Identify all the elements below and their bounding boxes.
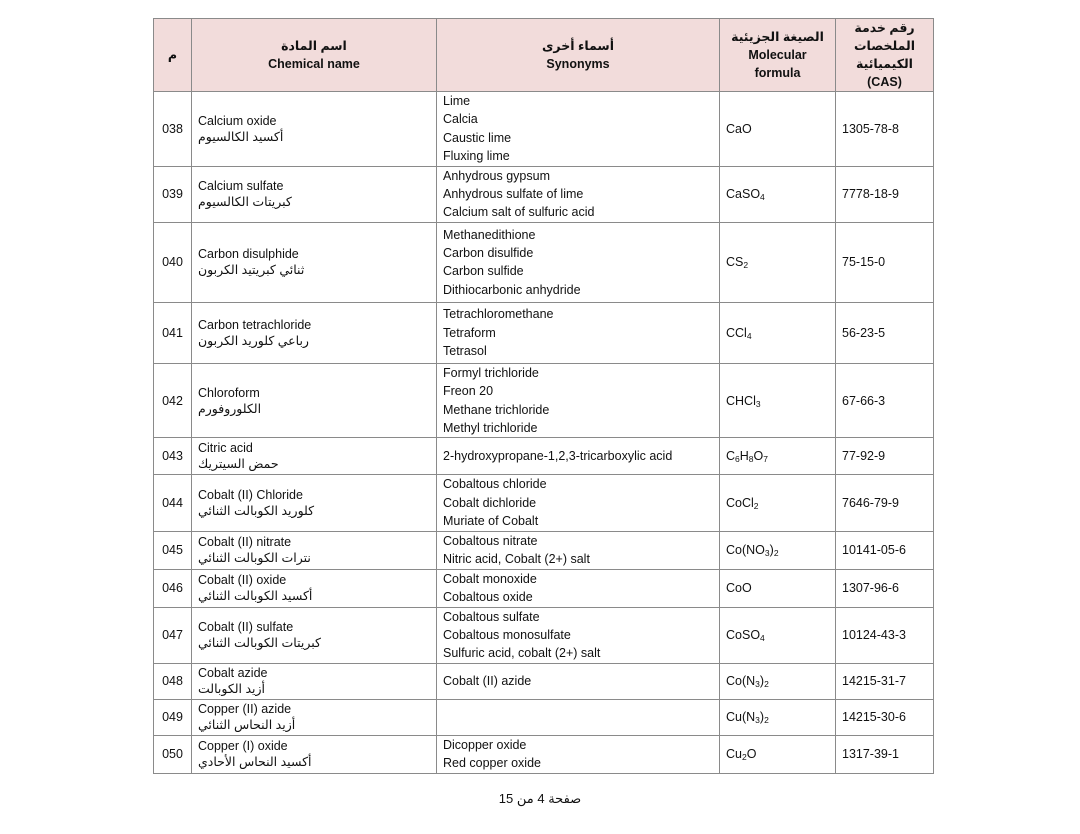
chemical-name-en: Carbon tetrachloride (198, 317, 312, 332)
molecular-formula (720, 302, 836, 363)
formula-subscript: 3 (755, 398, 761, 409)
synonym: Freon 20 (443, 384, 494, 399)
formula-text: CHCl (726, 393, 756, 408)
synonym: Tetrasol (443, 344, 487, 359)
formula-text: CaO (726, 121, 752, 136)
synonym: Sulfuric acid, cobalt (2+) salt (443, 646, 601, 661)
synonyms-cell (437, 222, 720, 302)
chemical-name-ar: أزيد الكوبالت (198, 682, 266, 697)
formula-text: Co(NO (726, 543, 765, 558)
synonym: Tetraform (443, 325, 496, 340)
header-index-label: م (167, 48, 178, 62)
synonym: Formyl trichloride (443, 365, 539, 380)
molecular-formula (720, 438, 836, 475)
header-cas-ar-3: الكيميائية (856, 57, 913, 71)
cas-number: 1305-78-8 (836, 92, 934, 167)
synonyms-cell (437, 302, 720, 363)
synonym: Methanedithione (443, 227, 536, 242)
chemical-name-cell (192, 475, 437, 531)
row-index: 044 (154, 475, 192, 531)
formula-text: Cu (726, 747, 742, 762)
table-row (154, 569, 934, 607)
chemical-name-cell (192, 438, 437, 475)
formula-subscript: 2 (773, 548, 779, 559)
table-header-row (154, 19, 934, 92)
chemical-name-cell (192, 699, 437, 735)
chemical-name-en: Cobalt (II) oxide (198, 573, 287, 588)
formula-subscript: 2 (753, 501, 759, 512)
formula-subscript: 3 (764, 548, 770, 559)
cas-number: 10141-05-6 (836, 531, 934, 569)
chemical-name-cell (192, 569, 437, 607)
molecular-formula (720, 222, 836, 302)
formula-subscript: 4 (760, 633, 765, 644)
chemical-name-ar: الكلوروفورم (198, 401, 262, 416)
chemical-name-cell (192, 92, 437, 167)
molecular-formula (720, 663, 836, 699)
formula-subscript: 3 (755, 715, 760, 726)
synonyms-cell (437, 735, 720, 773)
chemical-name-en: Cobalt (II) sulfate (198, 620, 294, 635)
chemical-name-ar: أكسيد النحاس الأحادي (198, 755, 312, 770)
header-name-en: Chemical name (268, 57, 360, 71)
table-row (154, 222, 934, 302)
synonym: Methane trichloride (443, 402, 550, 417)
formula-text: Co(N (726, 674, 756, 689)
header-index (154, 19, 192, 92)
formula-text: ) (759, 674, 765, 689)
page-footer (0, 791, 1080, 807)
header-cas-ar-1: رقم خدمة (854, 21, 915, 35)
molecular-formula (720, 699, 836, 735)
synonym: Muriate of Cobalt (443, 514, 539, 529)
table-row (154, 699, 934, 735)
synonyms-cell (437, 663, 720, 699)
synonym: 2-hydroxypropane-1,2,3-tricarboxylic acid (443, 449, 673, 464)
molecular-formula (720, 166, 836, 222)
formula-subscript: 6 (735, 454, 740, 465)
header-formula (720, 19, 836, 92)
header-chemical-name (192, 19, 437, 92)
chemicals-table (153, 18, 934, 774)
synonym: Nitric acid, Cobalt (2+) salt (443, 552, 590, 567)
formula-text: CCl (726, 325, 747, 340)
synonym: Lime (443, 94, 471, 108)
chemical-name-ar: رباعي كلوريد الكربون (198, 333, 309, 348)
row-index: 041 (154, 302, 192, 363)
molecular-formula (720, 531, 836, 569)
row-index: 048 (154, 663, 192, 699)
formula-text: CoSO (726, 628, 761, 643)
table-row (154, 166, 934, 222)
chemical-name-ar: نترات الكوبالت الثنائي (198, 551, 311, 566)
formula-subscript: 2 (741, 752, 747, 763)
row-index: 050 (154, 735, 192, 773)
cas-number: 77-92-9 (836, 438, 934, 475)
formula-text: CS (726, 255, 744, 270)
molecular-formula (720, 92, 836, 167)
cas-number: 1307-96-6 (836, 569, 934, 607)
formula-text: Cu(N (726, 710, 756, 725)
synonym: Cobaltous oxide (443, 590, 533, 605)
table-row (154, 363, 934, 438)
chemical-name-cell (192, 222, 437, 302)
synonyms-cell (437, 569, 720, 607)
formula-text: CoCl (726, 496, 754, 511)
table-body (154, 92, 934, 774)
formula-subscript: 7 (763, 454, 768, 465)
synonym: Red copper oxide (443, 756, 541, 771)
chemical-name-cell (192, 735, 437, 773)
synonym: Cobaltous chloride (443, 477, 547, 492)
table-row (154, 735, 934, 773)
molecular-formula (720, 569, 836, 607)
synonyms-cell (437, 92, 720, 167)
formula-text: H (739, 449, 749, 464)
formula-subscript: 4 (760, 192, 765, 203)
formula-subscript: 2 (764, 679, 769, 690)
synonyms-cell (437, 699, 720, 735)
synonyms-cell (437, 475, 720, 531)
row-index: 049 (154, 699, 192, 735)
chemical-name-cell (192, 166, 437, 222)
cas-number: 75-15-0 (836, 222, 934, 302)
molecular-formula (720, 735, 836, 773)
chemical-name-ar: أكسيد الكالسيوم (198, 129, 284, 144)
synonym: Fluxing lime (443, 149, 510, 164)
synonym: Dicopper oxide (443, 737, 527, 752)
chemical-name-en: Chloroform (198, 385, 260, 400)
row-index: 040 (154, 222, 192, 302)
row-index: 047 (154, 607, 192, 663)
header-syn-ar: أسماء أخرى (541, 39, 615, 53)
formula-text: CaSO (726, 187, 761, 202)
synonym: Anhydrous gypsum (443, 168, 551, 183)
cas-number: 14215-30-6 (836, 699, 934, 735)
synonym: Anhydrous sulfate of lime (443, 187, 584, 202)
formula-subscript: 3 (755, 679, 760, 690)
chemical-name-en: Cobalt (II) nitrate (198, 535, 292, 550)
cas-number: 67-66-3 (836, 363, 934, 438)
table-row (154, 663, 934, 699)
synonym: Tetrachloromethane (443, 307, 554, 322)
header-cas-en: (CAS) (867, 75, 902, 89)
cas-number: 1317-39-1 (836, 735, 934, 773)
header-formula-en-2: formula (754, 66, 801, 80)
chemical-name-cell (192, 607, 437, 663)
molecular-formula (720, 475, 836, 531)
synonyms-cell (437, 363, 720, 438)
synonym: Calcia (443, 112, 478, 127)
chemical-name-ar: أكسيد الكوبالت الثنائي (198, 589, 313, 604)
header-name-ar: اسم المادة (281, 39, 347, 53)
synonym: Cobaltous nitrate (443, 533, 538, 548)
chemical-name-ar: ثنائي كبريتيد الكربون (198, 263, 305, 278)
synonym: Carbon sulfide (443, 264, 524, 279)
synonym: Cobalt monoxide (443, 571, 537, 586)
cas-number: 14215-31-7 (836, 663, 934, 699)
formula-subscript: 2 (743, 260, 749, 271)
chemical-name-en: Copper (II) azide (198, 702, 292, 717)
table-row (154, 302, 934, 363)
row-index: 038 (154, 92, 192, 167)
table-row (154, 438, 934, 475)
chemical-name-cell (192, 363, 437, 438)
chemical-name-cell (192, 531, 437, 569)
synonym: Methyl trichloride (443, 421, 538, 436)
header-formula-ar: الصيغة الجزيئية (731, 30, 824, 44)
synonym: Cobalt dichloride (443, 495, 537, 510)
row-index: 042 (154, 363, 192, 438)
chemical-name-en: Calcium oxide (198, 113, 277, 128)
table-row (154, 531, 934, 569)
cas-number: 10124-43-3 (836, 607, 934, 663)
chemical-name-en: Cobalt (II) Chloride (198, 488, 303, 503)
header-cas (836, 19, 934, 92)
synonym: Cobaltous sulfate (443, 609, 540, 624)
table-row (154, 607, 934, 663)
chemical-name-en: Cobalt azide (198, 666, 268, 681)
cas-number: 56-23-5 (836, 302, 934, 363)
formula-text: ) (759, 710, 765, 725)
table-row (154, 92, 934, 167)
chemical-name-en: Copper (I) oxide (198, 739, 288, 754)
header-syn-en: Synonyms (546, 57, 610, 71)
formula-subscript: 4 (746, 330, 752, 341)
row-index: 043 (154, 438, 192, 475)
synonyms-cell (437, 607, 720, 663)
synonyms-cell (437, 438, 720, 475)
formula-subscript: 8 (748, 454, 754, 465)
row-index: 046 (154, 569, 192, 607)
header-formula-en-1: Molecular (748, 48, 807, 62)
chemical-name-en: Calcium sulfate (198, 179, 284, 194)
synonym: Carbon disulfide (443, 245, 534, 260)
formula-text: C (726, 449, 736, 464)
molecular-formula (720, 363, 836, 438)
chemical-name-cell (192, 302, 437, 363)
cas-number: 7646-79-9 (836, 475, 934, 531)
chemical-name-en: Citric acid (198, 441, 253, 456)
synonym: Cobaltous monosulfate (443, 627, 571, 642)
chemical-name-ar: حمض السيتريك (198, 457, 279, 472)
row-index: 039 (154, 166, 192, 222)
table-row (154, 475, 934, 531)
chemical-name-ar: كبريتات الكالسيوم (198, 195, 292, 210)
formula-text: O (753, 449, 764, 464)
formula-text: ) (769, 543, 774, 558)
synonyms-cell (437, 531, 720, 569)
molecular-formula (720, 607, 836, 663)
chemical-name-en: Carbon disulphide (198, 247, 299, 262)
chemical-name-ar: كبريتات الكوبالت الثنائي (198, 636, 321, 651)
synonyms-cell (437, 166, 720, 222)
formula-text: O (746, 747, 757, 762)
cas-number: 7778-18-9 (836, 166, 934, 222)
synonym: Calcium salt of sulfuric acid (443, 205, 595, 220)
formula-subscript: 2 (764, 715, 769, 726)
synonym: Caustic lime (443, 130, 512, 145)
synonym: Dithiocarbonic anhydride (443, 282, 581, 297)
synonym: Cobalt (II) azide (443, 674, 532, 689)
chemical-name-ar: أزيد النحاس الثنائي (198, 718, 296, 733)
header-synonyms (437, 19, 720, 92)
formula-text: CoO (726, 581, 752, 596)
chemical-name-ar: كلوريد الكوبالت الثنائي (198, 504, 315, 519)
row-index: 045 (154, 531, 192, 569)
header-cas-ar-2: الملخصات (853, 39, 916, 53)
chemical-name-cell (192, 663, 437, 699)
page-number: صفحة 4 من 15 (498, 791, 582, 806)
